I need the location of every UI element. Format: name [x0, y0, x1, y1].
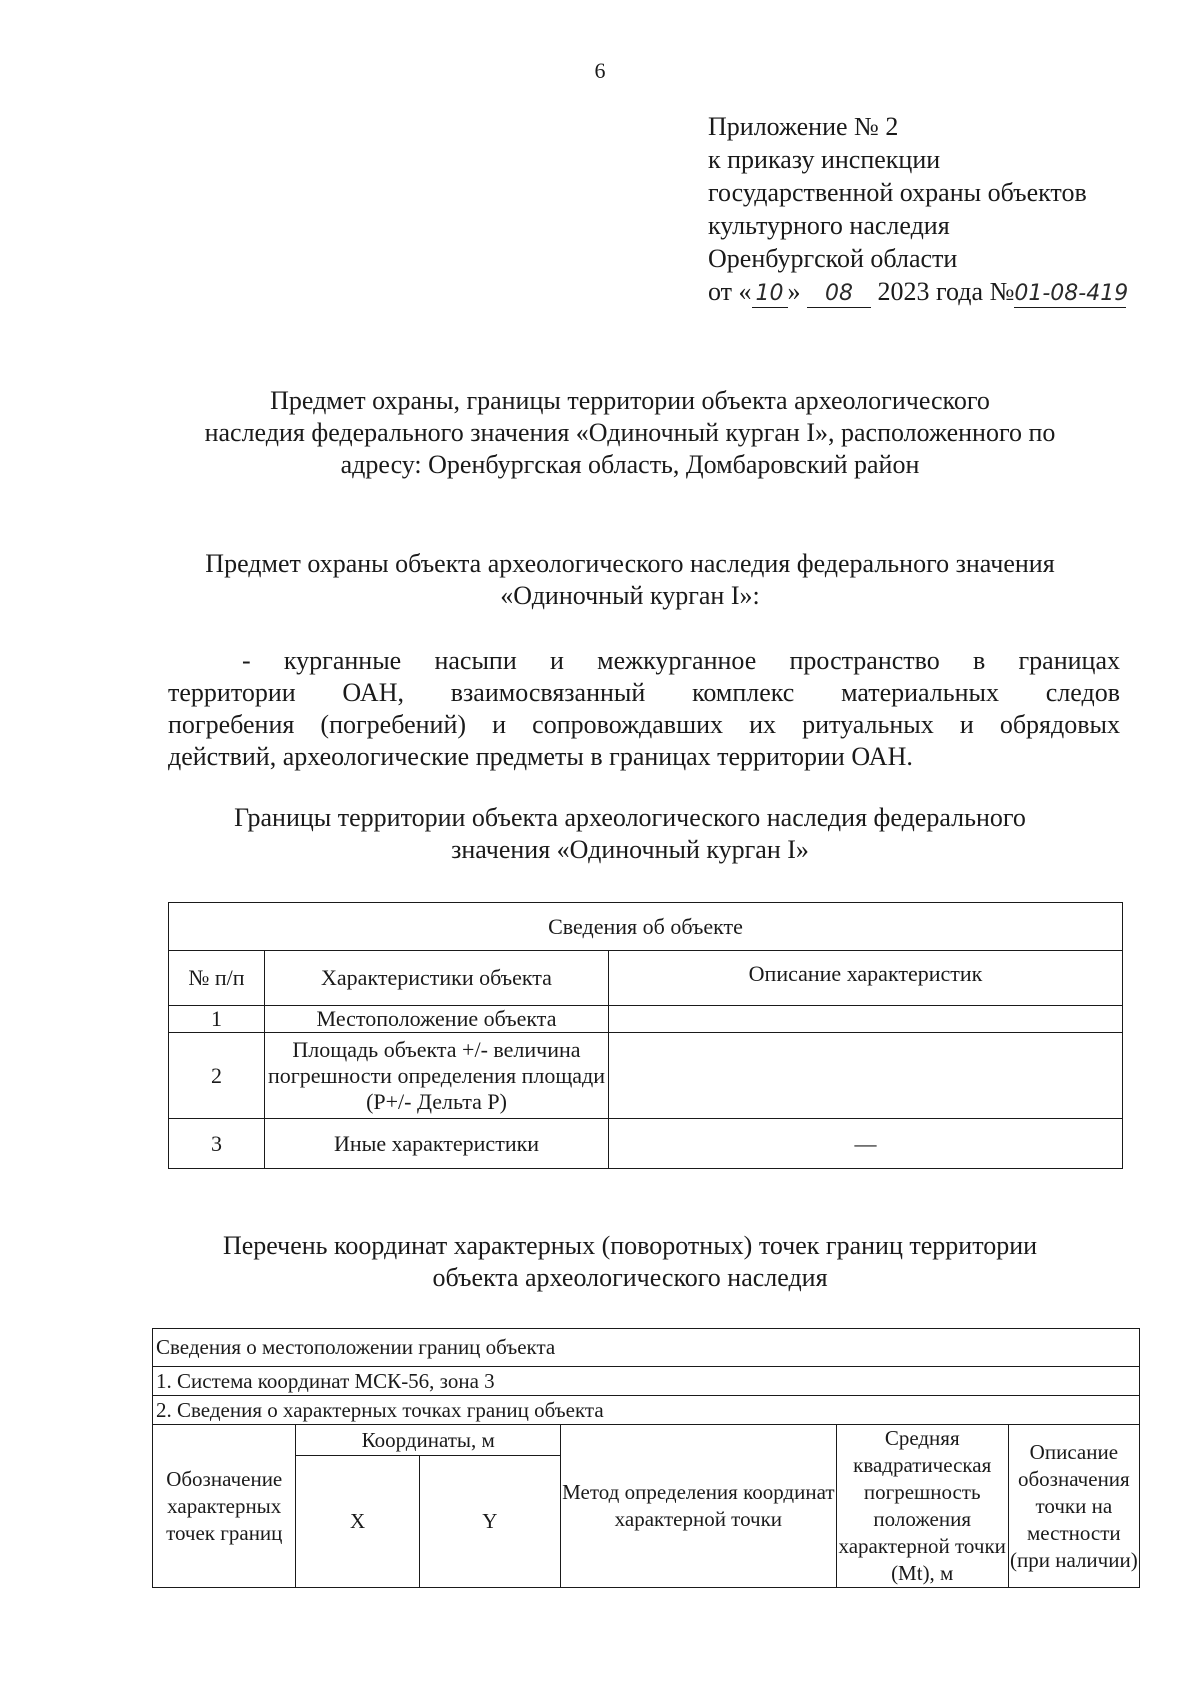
date-year: 2023 года № — [877, 277, 1015, 306]
protection-subject-paragraph — [168, 645, 1120, 773]
row-description: — — [609, 1119, 1123, 1169]
coordinates-line: объекта археологического наследия — [432, 1263, 828, 1292]
date-day-handwritten: 10 — [752, 281, 788, 308]
row-characteristic: Местоположение объекта — [265, 1006, 609, 1033]
title-line: Предмет охраны, границы территории объекта археологического — [270, 386, 990, 415]
paragraph-line: территории ОАН, взаимосвязанный комплекс материальных следов — [168, 678, 1120, 707]
object-table-caption: Сведения об объекте — [169, 903, 1123, 951]
order-number-handwritten: 01-08-419 — [1014, 281, 1129, 306]
row-number: 3 — [169, 1119, 265, 1169]
coordinates-heading — [150, 1230, 1110, 1294]
appendix-date-line — [708, 275, 1129, 308]
object-info-table — [168, 902, 1123, 1169]
header-y: Y — [419, 1456, 560, 1588]
header-designation: Обозначение характерных точек границ — [153, 1425, 296, 1588]
header-coordinates: Координаты, м — [296, 1425, 561, 1456]
date-prefix: от « — [708, 277, 752, 306]
title-line: адресу: Оренбургская область, Домбаровский район — [340, 450, 920, 479]
date-mid: » — [787, 277, 801, 306]
header-error: Средняя квадратическая погрешность положения характерной точки (Mt), м — [836, 1425, 1008, 1588]
subject-line: «Одиночный курган I»: — [500, 581, 760, 610]
page-number: 6 — [594, 58, 606, 83]
header-description: Описание характеристик — [609, 951, 1123, 1006]
paragraph-line: - курганные насыпи и межкурганное пространство в границах — [242, 646, 1120, 675]
appendix-line: к приказу инспекции — [708, 145, 941, 174]
row-description — [609, 1033, 1123, 1119]
subject-line: Предмет охраны объекта археологического наследия федерального значения — [205, 549, 1055, 578]
appendix-line: Приложение № 2 — [708, 112, 899, 141]
appendix-header — [708, 110, 1129, 308]
row-number: 2 — [169, 1033, 265, 1119]
coordinates-table — [152, 1328, 1140, 1588]
header-method: Метод определения координат характерной точки — [561, 1425, 837, 1588]
coordinate-system-row: 1. Система координат МСК-56, зона 3 — [153, 1367, 1140, 1396]
paragraph-line: погребения (погребений) и сопровождавших их ритуальных и обрядовых — [168, 710, 1120, 739]
title-line: наследия федерального значения «Одиночный курган I», расположенного по — [204, 418, 1056, 447]
header-number: № п/п — [169, 951, 265, 1006]
header-characteristics: Характеристики объекта — [265, 951, 609, 1006]
protection-subject-heading — [150, 548, 1110, 612]
appendix-line: государственной охраны объектов — [708, 178, 1087, 207]
appendix-line: культурного наследия — [708, 211, 950, 240]
boundaries-line: Границы территории объекта археологического наследия федерального — [234, 803, 1026, 832]
document-title — [150, 385, 1110, 481]
paragraph-line: действий, археологические предметы в границах территории ОАН. — [168, 742, 913, 771]
boundaries-heading — [150, 802, 1110, 866]
row-description — [609, 1006, 1123, 1033]
appendix-line: Оренбургской области — [708, 244, 958, 273]
boundary-info-row: Сведения о местоположении границ объекта — [153, 1329, 1140, 1367]
boundaries-line: значения «Одиночный курган I» — [451, 835, 809, 864]
row-characteristic: Площадь объекта +/- величина погрешности определения площади (Р+/- Дельта Р) — [265, 1033, 609, 1119]
row-number: 1 — [169, 1006, 265, 1033]
header-point-description: Описание обозначения точки на местности (при наличии) — [1008, 1425, 1139, 1588]
points-info-row: 2. Сведения о характерных точках границ объекта — [153, 1396, 1140, 1425]
row-characteristic: Иные характеристики — [265, 1119, 609, 1169]
coordinates-line: Перечень координат характерных (поворотных) точек границ территории — [222, 1231, 1038, 1260]
header-x: X — [296, 1456, 419, 1588]
date-month-handwritten: 08 — [807, 281, 871, 308]
